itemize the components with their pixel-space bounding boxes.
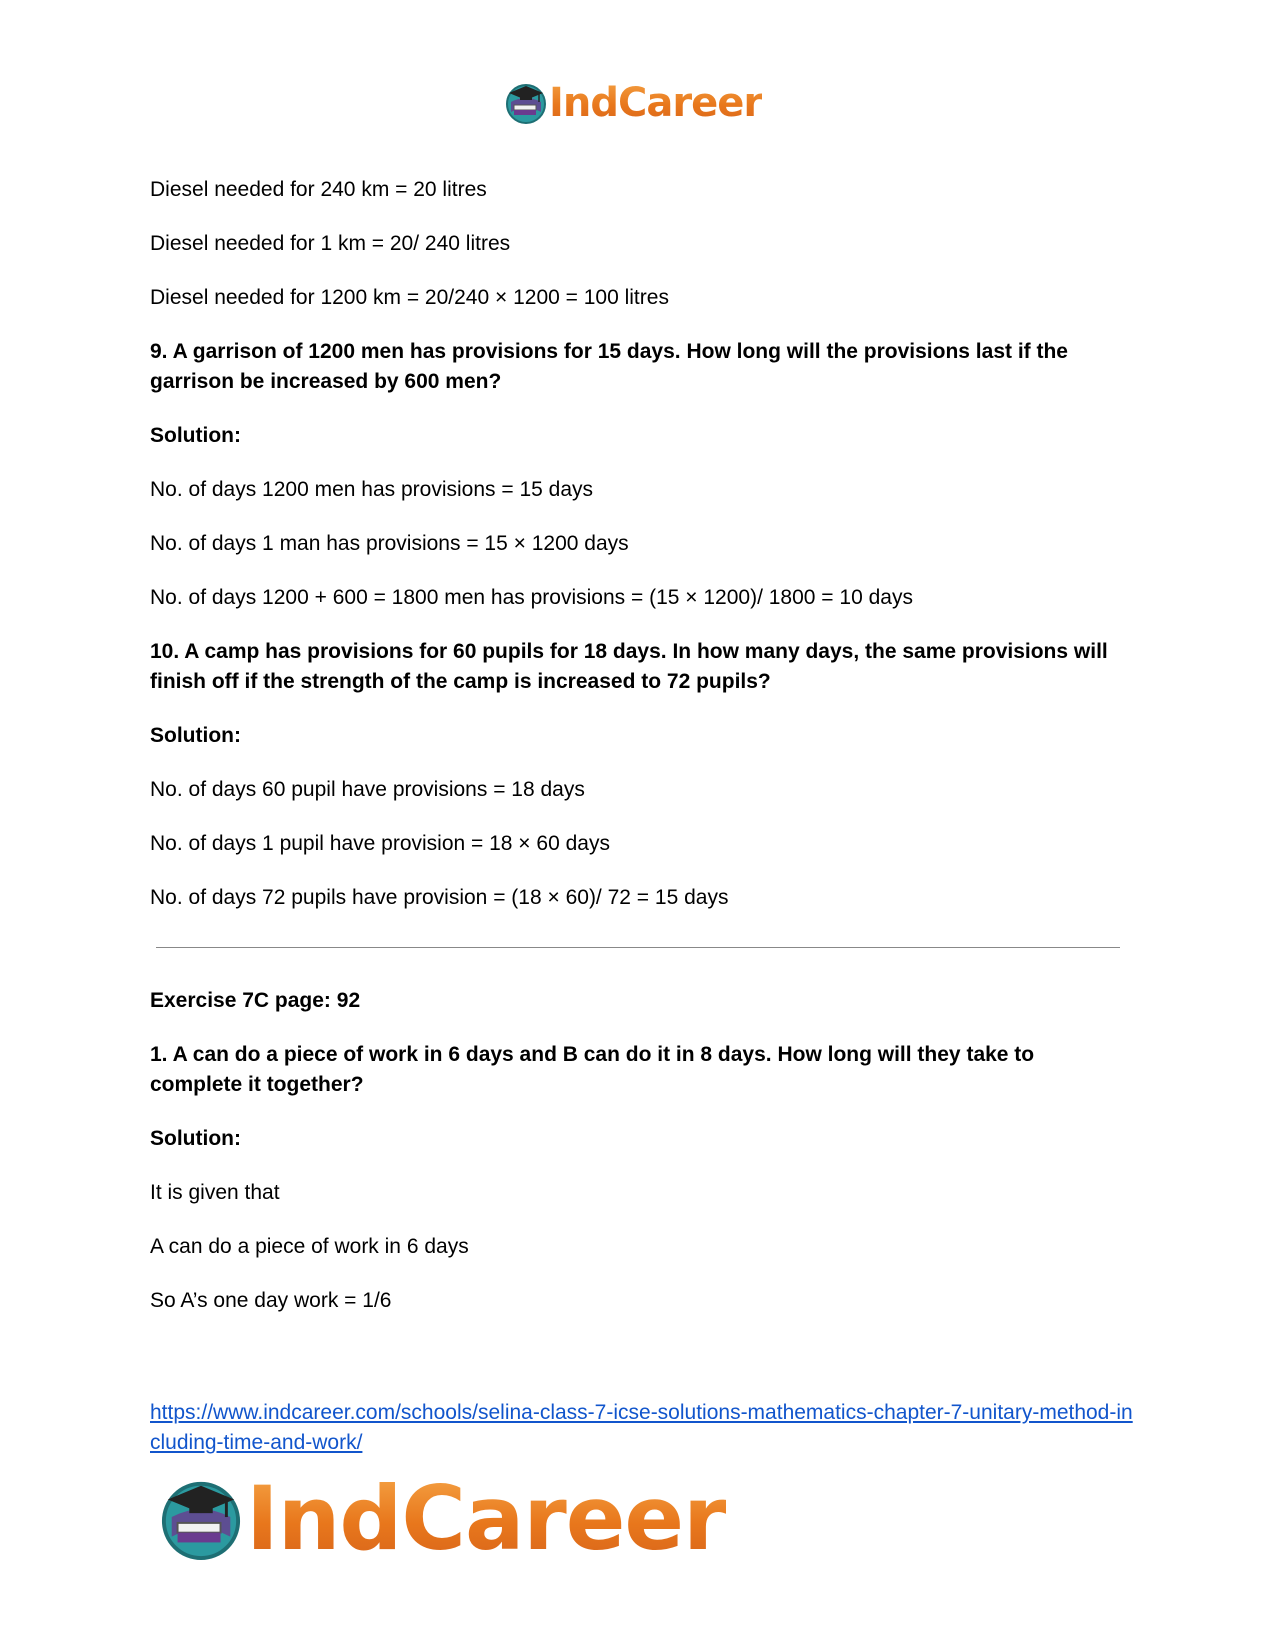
logo-wordmark: IndCareer (549, 80, 763, 126)
text-line: Diesel needed for 1 km = 20/ 240 litres (150, 232, 511, 255)
text-line: Diesel needed for 1200 km = 20/240 × 1200 = 100 litres (150, 286, 669, 309)
solution-step: No. of days 72 pupils have provision = (18 × 60)/ 72 = 15 days (150, 886, 729, 909)
exercise-heading: Exercise 7C page: 92 (150, 989, 361, 1012)
solution-step: It is given that (150, 1181, 280, 1204)
horizontal-divider (156, 947, 1120, 948)
question-10: 10. A camp has provisions for 60 pupils for 18 days. In how many days, the same provisions will finish off if the strength of the camp is increased to 72 pupils? (150, 640, 1108, 693)
footer-logo (160, 1467, 726, 1570)
solution-step: No. of days 60 pupil have provisions = 18 days (150, 778, 585, 801)
logo-wordmark: IndCareer (246, 1467, 726, 1570)
solution-step: A can do a piece of work in 6 days (150, 1235, 469, 1258)
solution-step: No. of days 1200 men has provisions = 15 days (150, 478, 594, 501)
solution-step: So A’s one day work = 1/6 (150, 1289, 392, 1312)
header-logo (505, 80, 762, 126)
solution-label: Solution: (150, 724, 241, 747)
solution-step: No. of days 1200 + 600 = 1800 men has provisions = (15 × 1200)/ 1800 = 10 days (150, 586, 913, 609)
solution-label: Solution: (150, 1127, 241, 1150)
graduation-cap-globe-icon (505, 82, 547, 124)
question-9: 9. A garrison of 1200 men has provisions for 15 days. How long will the provisions last if the garrison be increased by 600 men? (150, 340, 1068, 393)
document-body (150, 175, 1130, 1340)
footer-source-link[interactable]: https://www.indcareer.com/schools/selina-class-7-icse-solutions-mathematics-chapter-7-unitary-method-including-time-and-work/ (150, 1401, 1133, 1454)
exercise-question-1: 1. A can do a piece of work in 6 days and B can do it in 8 days. How long will they take to complete it together? (150, 1043, 1035, 1096)
graduation-cap-globe-icon (160, 1478, 242, 1560)
solution-label: Solution: (150, 424, 241, 447)
text-line: Diesel needed for 240 km = 20 litres (150, 178, 487, 201)
solution-step: No. of days 1 pupil have provision = 18 × 60 days (150, 832, 610, 855)
solution-step: No. of days 1 man has provisions = 15 × 1200 days (150, 532, 629, 555)
